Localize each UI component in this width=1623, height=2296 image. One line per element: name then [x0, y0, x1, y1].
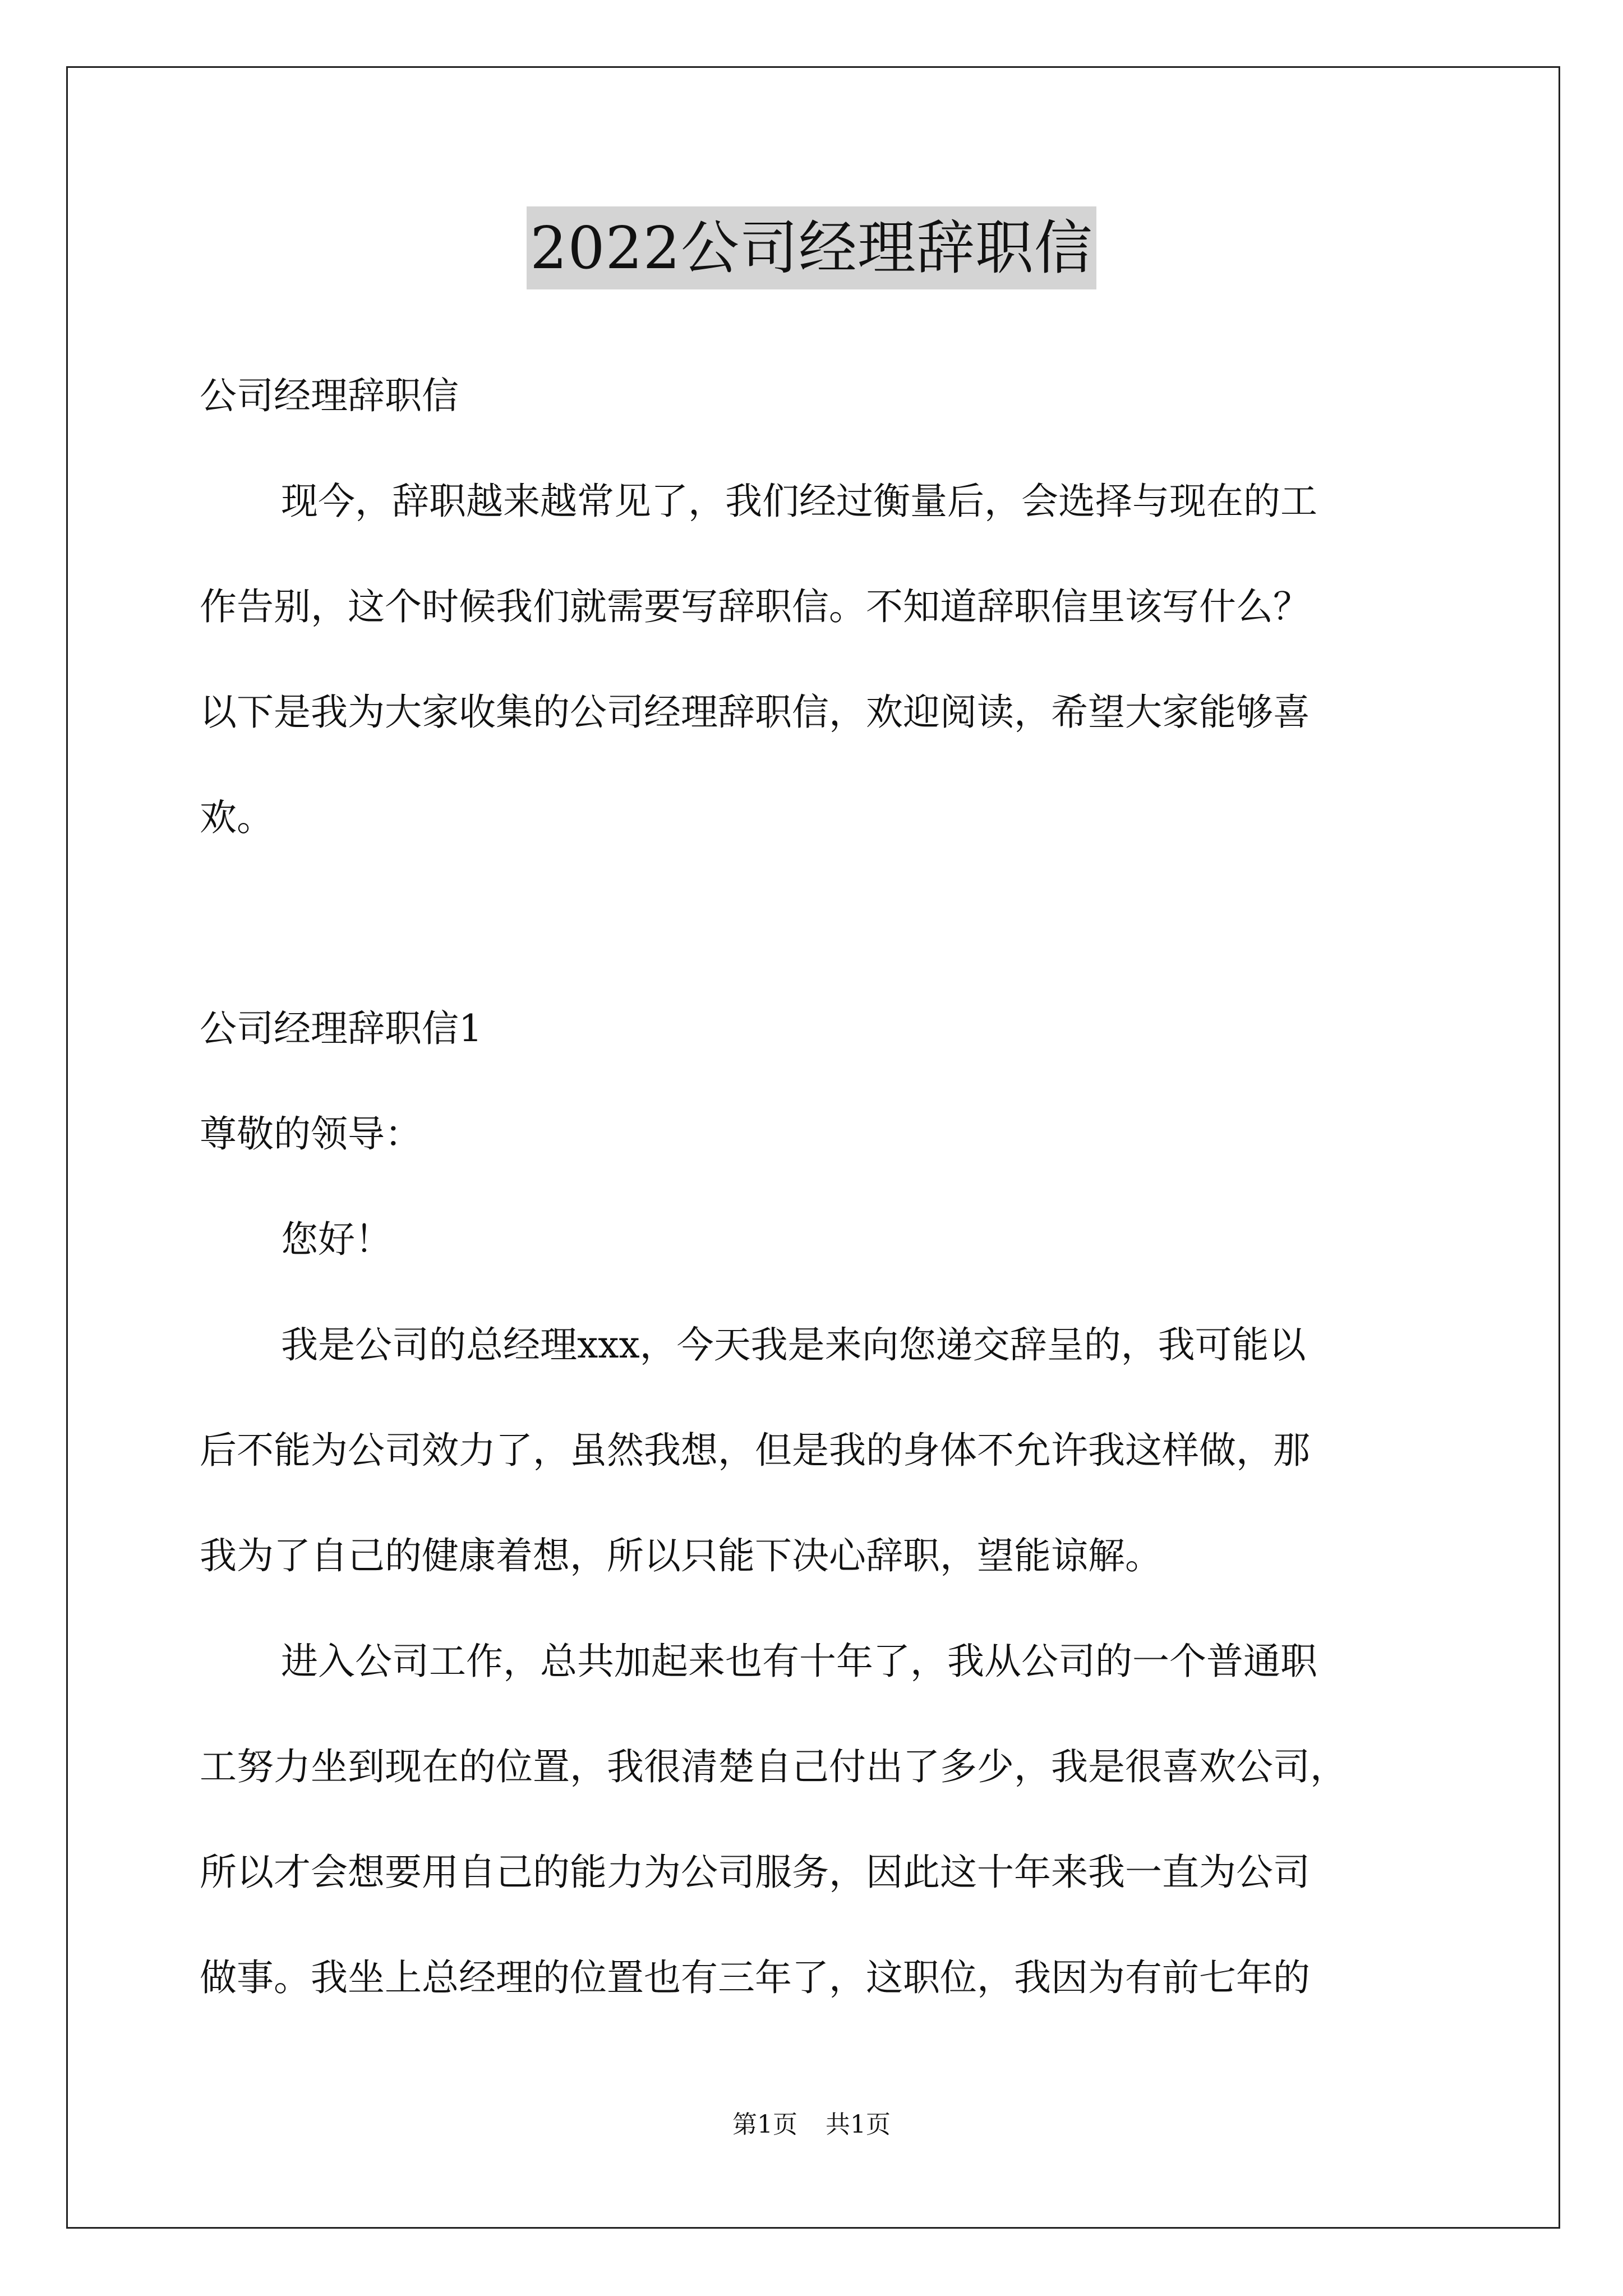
- body-line: 以下是我为大家收集的公司经理辞职信，欢迎阅读，希望大家能够喜: [200, 691, 1310, 734]
- body-line: 欢。: [200, 796, 274, 839]
- page-total: 共1页: [826, 2110, 891, 2139]
- body-line: 工努力坐到现在的位置，我很清楚自己付出了多少，我是很喜欢公司，: [200, 1745, 1347, 1788]
- body-line: 后不能为公司效力了，虽然我想，但是我的身体不允许我这样做，那: [200, 1429, 1310, 1472]
- paragraph-gap: [200, 871, 1433, 976]
- page-number: 第1页: [732, 2110, 797, 2139]
- body-line: 进入公司工作，总共加起来也有十年了，我从公司的一个普通职: [281, 1640, 1317, 1683]
- page-footer: [0, 2108, 1623, 2142]
- body-line: 现今，辞职越来越常见了，我们经过衡量后，会选择与现在的工: [281, 480, 1317, 523]
- document-body: [200, 343, 1433, 2031]
- document-title: 2022公司经理辞职信: [527, 206, 1096, 289]
- body-line: 做事。我坐上总经理的位置也有三年了，这职位，我因为有前七年的: [200, 1956, 1310, 1999]
- body-line: 所以才会想要用自己的能力为公司服务，因此这十年来我一直为公司: [200, 1851, 1310, 1894]
- title-wrapper: [0, 206, 1623, 289]
- body-line: 公司经理辞职信: [200, 374, 459, 417]
- body-line: 作告别，这个时候我们就需要写辞职信。不知道辞职信里该写什么？: [200, 585, 1310, 628]
- greeting: 您好！: [281, 1218, 392, 1261]
- salutation: 尊敬的领导：: [200, 1112, 422, 1156]
- body-line: 我为了自己的健康着想，所以只能下决心辞职，望能谅解。: [200, 1534, 1162, 1577]
- body-line: 我是公司的总经理xxx，今天我是来向您递交辞呈的，我可能以: [281, 1323, 1306, 1366]
- section-heading: 公司经理辞职信1: [200, 1007, 482, 1050]
